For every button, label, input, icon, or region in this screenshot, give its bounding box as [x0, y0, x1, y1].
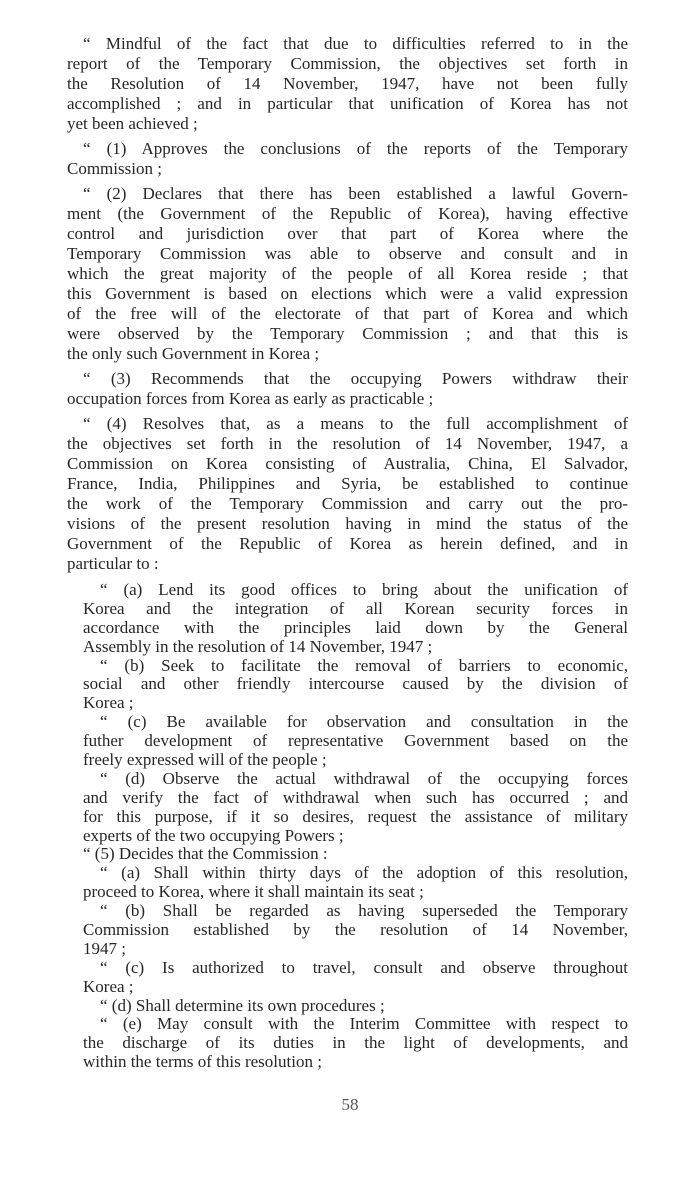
paragraph [83, 581, 628, 657]
text-line: freely expressed will of the people ; [83, 750, 327, 770]
text-line: Commission established by the resolution of 14 November, [83, 920, 628, 940]
text-line: for this purpose, if it so desires, request the assistance of military [83, 806, 628, 826]
text-line: of the free will of the electorate of that part of Korea and which [67, 304, 628, 323]
text-line: “ (b) Seek to facilitate the removal of barriers to economic, [100, 655, 628, 675]
text-line: “ Mindful of the fact that due to difficulties referred to in the [83, 34, 628, 53]
text-line: accomplished ; and in particular that unification of Korea has not [67, 94, 628, 113]
text-line: the work of the Temporary Commission and carry out the pro- [67, 494, 628, 513]
commission-subclauses [83, 581, 628, 1072]
text-line: Commission ; [67, 159, 162, 178]
text-line: the discharge of its duties in the light of developments, and [83, 1033, 628, 1053]
text-line: which the great majority of the people of all Korea reside ; that [67, 264, 628, 283]
text-line: “ (a) Shall within thirty days of the adoption of this resolution, [100, 863, 628, 883]
paragraph [83, 997, 628, 1016]
paragraph [83, 864, 628, 902]
paragraph [67, 34, 628, 134]
paragraph [67, 414, 628, 574]
text-line: Assembly in the resolution of 14 November, 1947 ; [83, 636, 433, 656]
text-line: Korea ; [83, 693, 134, 713]
text-line: the only such Government in Korea ; [67, 344, 320, 363]
text-line: this Government is based on elections which were a valid expression [67, 284, 628, 303]
text-line: “ (3) Recommends that the occupying Powers withdraw their [83, 369, 628, 388]
text-line: particular to : [67, 554, 159, 573]
text-line: “ (2) Declares that there has been established a lawful Govern- [83, 184, 628, 203]
text-line: control and jurisdiction over that part of Korea where the [67, 224, 628, 243]
text-line: “ (c) Is authorized to travel, consult and observe throughout [100, 957, 628, 977]
paragraph [83, 959, 628, 997]
text-line: Temporary Commission was able to observe and consult and in [67, 244, 628, 263]
text-line: futher development of representative Government based on the [83, 731, 628, 751]
paragraph [83, 713, 628, 770]
text-line: “ (4) Resolves that, as a means to the full accomplishment of [83, 414, 628, 433]
text-line: Commission on Korea consisting of Australia, China, El Salvador, [67, 454, 628, 473]
text-line: proceed to Korea, where it shall maintain its seat ; [83, 882, 424, 902]
text-line: “ (1) Approves the conclusions of the reports of the Temporary [83, 139, 628, 158]
text-line: accordance with the principles laid down by the General [83, 617, 628, 637]
paragraph [67, 139, 628, 179]
text-line: the Resolution of 14 November, 1947, have not been fully [67, 74, 628, 93]
paragraph [67, 184, 628, 364]
text-line: “ (5) Decides that the Commission : [83, 844, 328, 864]
text-line: social and other friendly intercourse caused by the division of [83, 674, 628, 694]
paragraph [83, 770, 628, 846]
text-line: “ (d) Shall determine its own procedures ; [100, 995, 385, 1015]
resolution-preamble-and-clauses [67, 34, 628, 579]
text-line: “ (a) Lend its good offices to bring about the unification of [100, 580, 628, 599]
text-line: Government of the Republic of Korea as herein defined, and in [67, 534, 628, 553]
text-line: experts of the two occupying Powers ; [83, 825, 344, 845]
text-line: ment (the Government of the Republic of Korea), having effective [67, 204, 628, 223]
paragraph [67, 369, 628, 409]
text-line: visions of the present resolution having in mind the status of the [67, 514, 628, 533]
text-line: “ (d) Observe the actual withdrawal of the occupying forces [100, 768, 628, 788]
paragraph [83, 657, 628, 714]
text-line: “ (b) Shall be regarded as having superseded the Temporary [100, 901, 628, 921]
text-line: “ (c) Be available for observation and consultation in the [100, 712, 628, 732]
text-line: were observed by the Temporary Commission ; and that this is [67, 324, 628, 343]
text-line: report of the Temporary Commission, the objectives set forth in [67, 54, 628, 73]
paragraph [83, 1015, 628, 1072]
text-line: within the terms of this resolution ; [83, 1052, 322, 1072]
paragraph [83, 845, 628, 864]
text-line: Korea and the integration of all Korean security forces in [83, 598, 628, 618]
text-line: 1947 ; [83, 938, 126, 958]
text-line: and verify the fact of withdrawal when such has occurred ; and [83, 787, 628, 807]
page-number: 58 [341, 1095, 359, 1114]
text-line: France, India, Philippines and Syria, be established to continue [67, 474, 628, 493]
text-line: Korea ; [83, 976, 134, 996]
paragraph [83, 902, 628, 959]
text-line: yet been achieved ; [67, 114, 198, 133]
text-line: the objectives set forth in the resolution of 14 November, 1947, a [67, 434, 628, 453]
text-line: “ (e) May consult with the Interim Committee with respect to [100, 1014, 628, 1034]
text-line: occupation forces from Korea as early as practicable ; [67, 389, 434, 408]
